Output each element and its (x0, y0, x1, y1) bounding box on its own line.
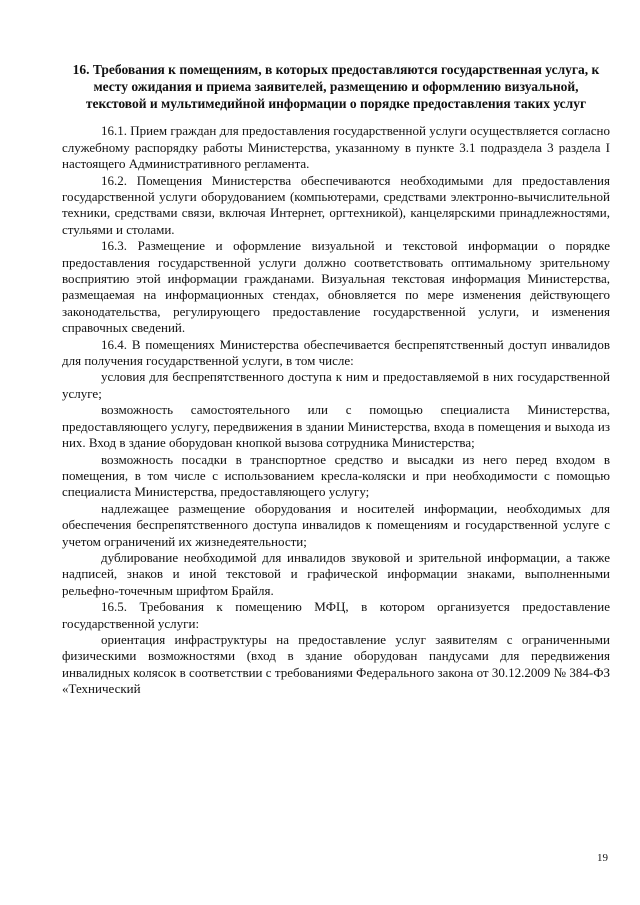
paragraph-16-4: 16.4. В помещениях Министерства обеспечивается беспрепятственный доступ инвалидов для получения государственной услуги, в том числе: (62, 336, 610, 369)
list-item-infrastructure: ориентация инфраструктуры на предоставление услуг заявителям с ограниченными физическими возможностями (вход в здание оборудован пандусами для передвижения инвалидных колясок в соответствии с требованиями Федерального закона от 30.12.2009 № 384-ФЗ «Технический (62, 631, 610, 697)
paragraph-16-1: 16.1. Прием граждан для предоставления государственной услуги осуществляется согласно служебному распорядку работы Министерства, указанному в пункте 3.1 подраздела 3 раздела I настоящего Административного регламента. (62, 123, 610, 172)
paragraph-16-2: 16.2. Помещения Министерства обеспечиваются необходимыми для предоставления государственной услуги оборудованием (компьютерами, средствами электронно-вычислительной техники, средствами связи, включая Интернет, оргтехникой), канцелярскими принадлежностями, стульями и столами. (62, 172, 610, 237)
paragraph-16-3: 16.3. Размещение и оформление визуальной и текстовой информации о порядке предоставления государственной услуги должно соответствовать оптимальному зрительному восприятию этой информации гражданами. Визуальная текстовая информация Министерства, размещаемая на информационных стендах, обновляется по мере изменения действующего законодательства, регулирующего предоставление государственной услуги, и изменения справочных сведений. (62, 238, 610, 336)
document-body (62, 123, 610, 697)
list-item-access-conditions: условия для беспрепятственного доступа к ним и предоставляемой в них государственной услуге; (62, 369, 610, 401)
list-item-movement: возможность самостоятельного или с помощью специалиста Министерства, предоставляющего услугу, передвижения в здании Министерства, входа в помещения и выхода из них. Вход в здание оборудован кнопкой вызова сотрудника Министерства; (62, 402, 610, 451)
page-number: 19 (597, 852, 608, 864)
list-item-transport: возможность посадки в транспортное средство и высадки из него перед входом в помещения, в том числе с использованием кресла-коляски и при необходимости с помощью специалиста Министерства, предоставляющего услугу; (62, 451, 610, 500)
list-item-duplication: дублирование необходимой для инвалидов звуковой и зрительной информации, а также надписей, знаков и иной текстовой и графической информации знаками, выполненными рельефно-точечным шрифтом Брайля. (62, 549, 610, 598)
section-title: 16. Требования к помещениям, в которых предоставляются государственная услуга, к месту ожидания и приема заявителей, размещению и оформлению визуальной, текстовой и мультимедийной информации о порядке предоставления таких услуг (72, 62, 600, 111)
document-page (62, 62, 610, 698)
list-item-equipment: надлежащее размещение оборудования и носителей информации, необходимых для обеспечения беспрепятственного доступа инвалидов к помещениям и государственной услуге с учетом ограничений их жизнедеятельности; (62, 500, 610, 549)
paragraph-16-5: 16.5. Требования к помещению МФЦ, в котором организуется предоставление государственной услуги: (62, 599, 610, 631)
